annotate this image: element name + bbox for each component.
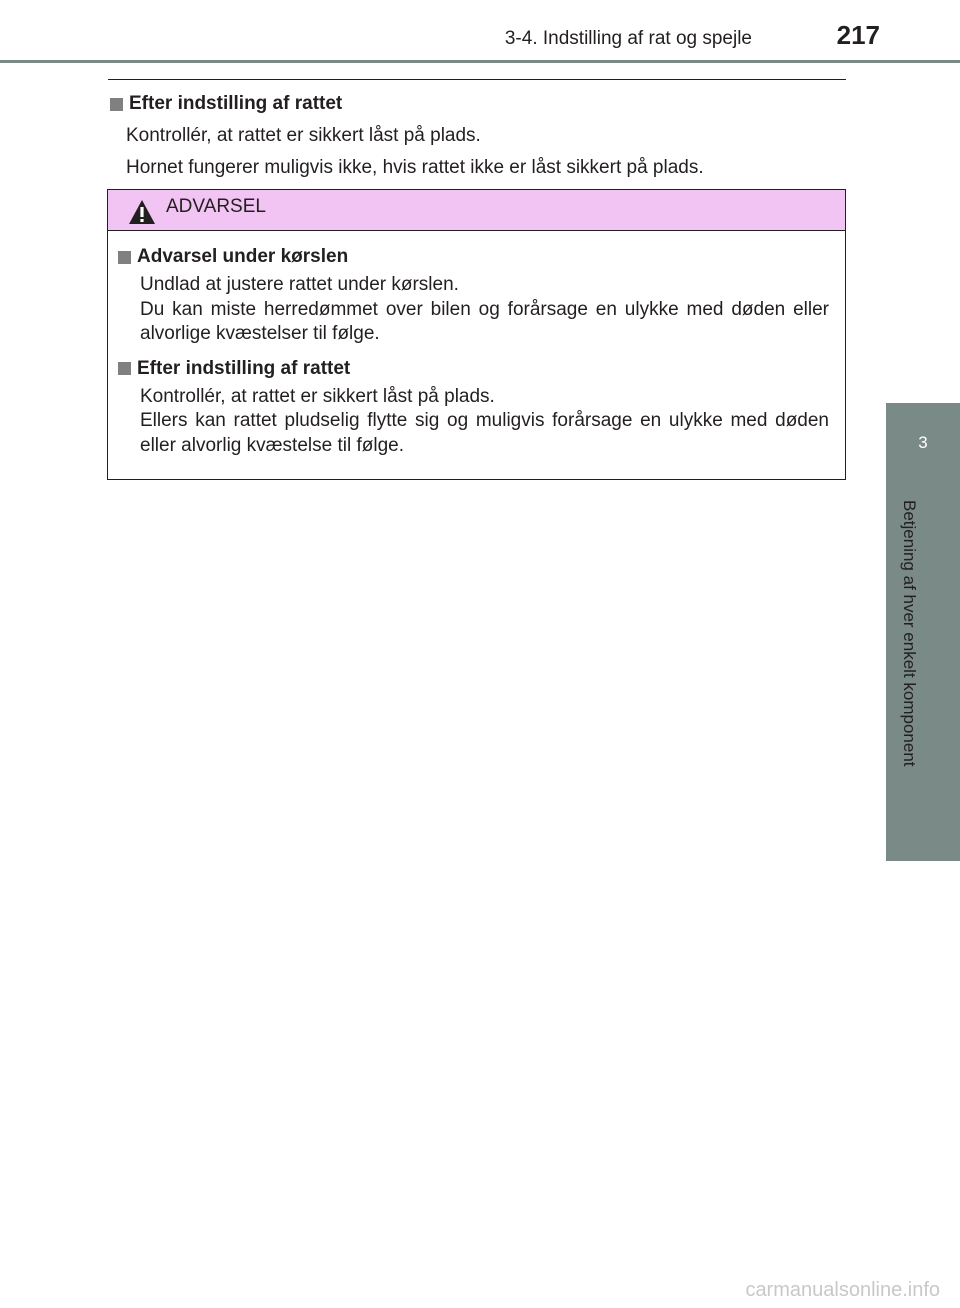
warning-item-text <box>140 273 829 347</box>
warning-header <box>108 190 845 231</box>
warning-box <box>107 189 846 480</box>
chapter-side-label: Betjening af hver enkelt komponent <box>900 500 919 767</box>
warning-line: Undlad at justere rattet under kørslen. <box>140 274 459 295</box>
section-paragraph: Kontrollér, at rattet er sikkert låst på plads. <box>126 125 481 146</box>
warning-label: ADVARSEL <box>166 196 266 217</box>
content-section <box>108 92 848 180</box>
square-bullet-icon <box>110 98 123 111</box>
warning-line: Ellers kan rattet pludselig flytte sig og muligvis forårsage en ulykke med døden eller alvorlig kvæstelse til følge. <box>140 410 829 456</box>
warning-triangle-icon <box>128 199 156 225</box>
warning-line: Kontrollér, at rattet er sikkert låst på plads. <box>140 385 495 407</box>
warning-line: Du kan miste herredømmet over bilen og forårsage en ulykke med døden eller alvorlige kvæstelser til følge. <box>140 298 829 344</box>
section-paragraph: Hornet fungerer muligvis ikke, hvis rattet ikke er låst sikkert på plads. <box>126 157 704 178</box>
warning-item-heading <box>116 357 829 381</box>
square-bullet-icon <box>118 362 131 375</box>
chapter-number: 3 <box>918 433 928 452</box>
warning-item <box>116 245 829 347</box>
header-bar <box>0 60 960 63</box>
warning-item-heading-text: Advarsel under kørslen <box>137 246 349 267</box>
chapter-title: 3-4. Indstilling af rat og spejle <box>504 28 752 49</box>
warning-item-heading-text: Efter indstilling af rattet <box>137 357 351 379</box>
warning-body <box>108 231 845 458</box>
square-bullet-icon <box>118 251 131 264</box>
page-number: 217 <box>836 20 880 50</box>
warning-item-text <box>140 385 829 459</box>
section-heading <box>108 92 848 116</box>
section-divider <box>108 79 846 80</box>
warning-item <box>116 357 829 459</box>
section-heading-text: Efter indstilling af rattet <box>129 93 343 114</box>
watermark: carmanualsonline.info <box>745 1279 940 1301</box>
warning-item-heading <box>116 245 829 269</box>
